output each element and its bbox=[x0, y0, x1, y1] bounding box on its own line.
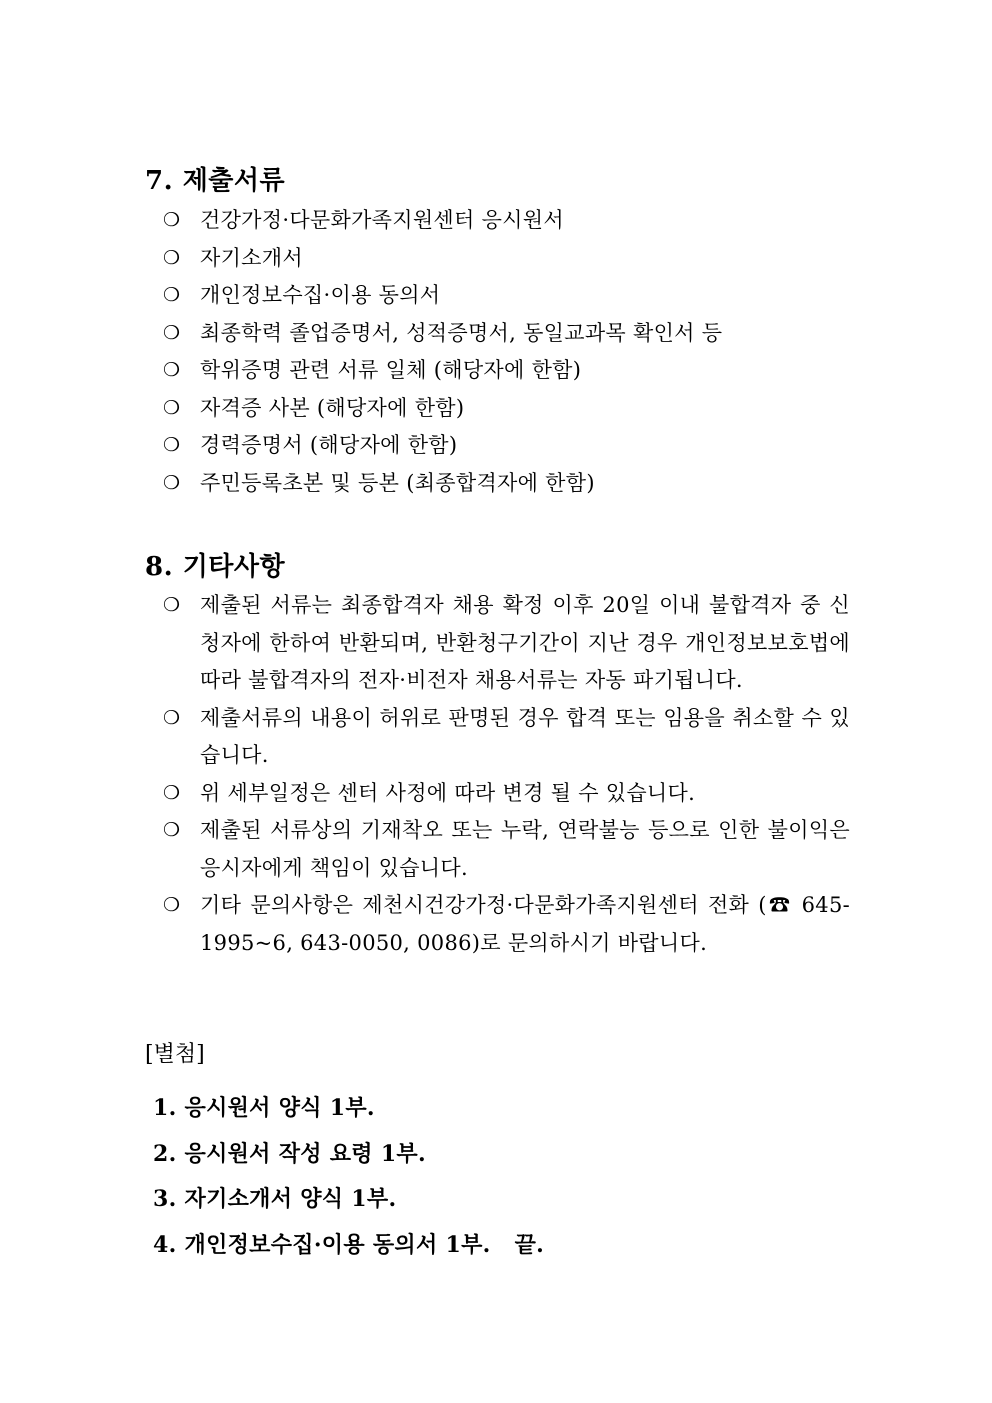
list-item: ❍ 최종학력 졸업증명서, 성적증명서, 동일교과목 확인서 등 bbox=[163, 315, 722, 353]
list-item: ❍ 위 세부일정은 센터 사정에 따라 변경 될 수 있습니다. bbox=[163, 775, 850, 813]
attachment-item: 4. 개인정보수집·이용 동의서 1부. 끝. bbox=[153, 1231, 545, 1258]
list-item: ❍ 제출된 서류상의 기재착오 또는 누락, 연락불능 등으로 인한 불이익은 응시자에게 책임이 있습니다. bbox=[163, 812, 850, 887]
circle-bullet-icon: ❍ bbox=[163, 359, 181, 381]
circle-bullet-icon: ❍ bbox=[163, 209, 181, 231]
circle-bullet-icon: ❍ bbox=[163, 246, 181, 269]
circle-bullet-icon: ❍ bbox=[163, 434, 181, 456]
attachment-item: 2. 응시원서 작성 요령 1부. bbox=[153, 1140, 426, 1167]
attachment-item: 3. 자기소개서 양식 1부. bbox=[153, 1186, 397, 1212]
circle-bullet-icon: ❍ bbox=[163, 321, 181, 344]
list-item: ❍ 학위증명 관련 서류 일체 (해당자에 한함) bbox=[163, 352, 722, 390]
circle-bullet-icon: ❍ bbox=[163, 781, 181, 804]
circle-bullet-icon: ❍ bbox=[163, 284, 181, 306]
circle-bullet-icon: ❍ bbox=[163, 706, 181, 729]
list-item: ❍ 자기소개서 bbox=[163, 240, 722, 278]
attachments-title: [별첨] bbox=[145, 1042, 205, 1067]
circle-bullet-icon: ❍ bbox=[163, 594, 181, 616]
list-item: ❍ 건강가정·다문화가족지원센터 응시원서 bbox=[163, 202, 722, 240]
section-7-list bbox=[163, 202, 722, 502]
circle-bullet-icon: ❍ bbox=[163, 819, 181, 841]
circle-bullet-icon: ❍ bbox=[163, 396, 181, 419]
attachment-item: 1. 응시원서 양식 1부. bbox=[153, 1095, 375, 1121]
list-item: ❍ 경력증명서 (해당자에 한함) bbox=[163, 427, 722, 465]
list-item: ❍ 자격증 사본 (해당자에 한함) bbox=[163, 390, 722, 428]
list-item: ❍ 제출된 서류는 최종합격자 채용 확정 이후 20일 이내 불합격자 중 신청자에 한하여 반환되며, 반환청구기간이 지난 경우 개인정보보호법에 따라 불합격자의 전자·비전자 채용서류는 자동 파기됩니다. bbox=[163, 587, 850, 700]
end-mark: 끝. bbox=[514, 1231, 545, 1258]
list-item: ❍ 주민등록초본 및 등본 (최종합격자에 한함) bbox=[163, 465, 722, 503]
circle-bullet-icon: ❍ bbox=[163, 471, 181, 494]
circle-bullet-icon: ❍ bbox=[163, 894, 181, 916]
section-8-list bbox=[163, 587, 850, 962]
section-7-title: 7. 제출서류 bbox=[145, 166, 286, 196]
section-8-title: 8. 기타사항 bbox=[145, 552, 286, 582]
attachments-list bbox=[153, 1086, 544, 1268]
list-item: ❍ 개인정보수집·이용 동의서 bbox=[163, 277, 722, 315]
list-item: ❍ 기타 문의사항은 제천시건강가정·다문화가족지원센터 전화 (☎ 645-1995~6, 643-0050, 0086)로 문의하시기 바랍니다. bbox=[163, 887, 850, 962]
list-item: ❍ 제출서류의 내용이 허위로 판명된 경우 합격 또는 임용을 취소할 수 있습니다. bbox=[163, 700, 850, 775]
